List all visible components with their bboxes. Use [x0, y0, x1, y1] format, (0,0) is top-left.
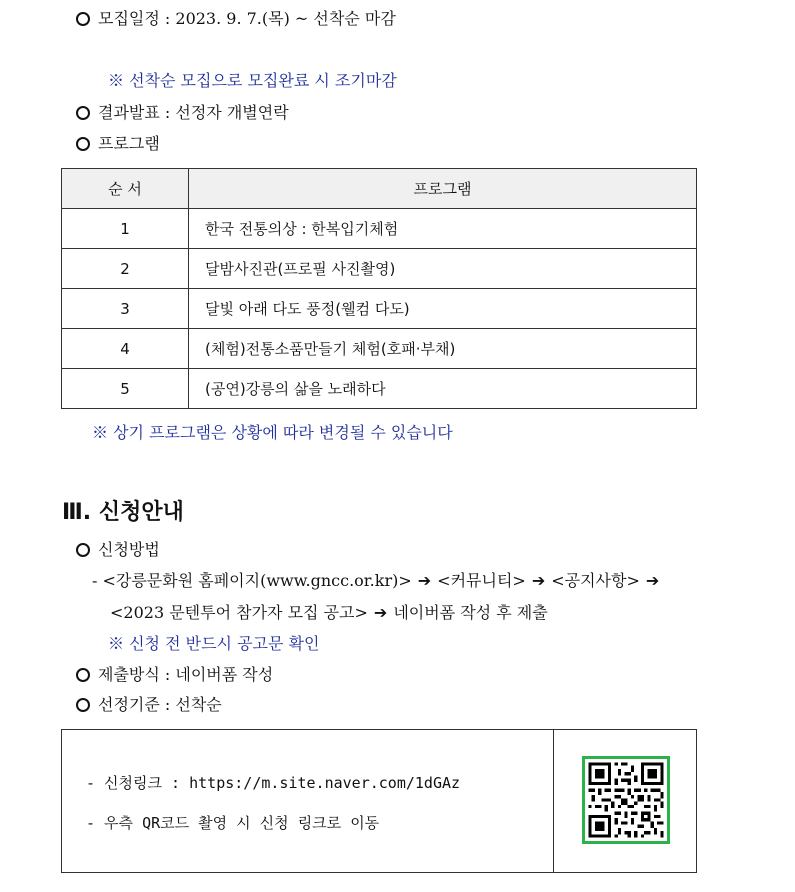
step-submit-form: 네이버폼 작성 후 제출	[393, 603, 548, 622]
arrow-right-icon: ➔	[417, 571, 432, 590]
row-number: 2	[62, 249, 189, 289]
circle-bullet-icon	[76, 106, 90, 120]
circle-bullet-icon	[76, 543, 90, 557]
row-number: 3	[62, 289, 189, 329]
apply-steps-line-1	[92, 570, 665, 592]
submit-method-line	[76, 664, 273, 686]
box-divider	[553, 730, 554, 872]
result-line	[76, 102, 289, 124]
table-row	[62, 289, 697, 329]
program-change-note: ※ 상기 프로그램은 상황에 따라 변경될 수 있습니다	[92, 423, 453, 442]
header-order: 순 서	[62, 169, 189, 209]
table-row	[62, 209, 697, 249]
apply-method-label: 신청방법	[98, 540, 160, 559]
row-program-name: 한국 전통의상 : 한복입기체험	[189, 209, 697, 249]
program-table	[61, 168, 697, 409]
arrow-right-icon: ➔	[373, 603, 388, 622]
circle-bullet-icon	[76, 137, 90, 151]
row-program-name: 달밤사진관(프로필 사진촬영)	[189, 249, 697, 289]
section-title: Ⅲ. 신청안내	[62, 500, 184, 525]
step-notice: <공지사항>	[551, 571, 640, 590]
header-program: 프로그램	[189, 169, 697, 209]
step-homepage: - <강릉문화원 홈페이지(www.gncc.or.kr)>	[92, 571, 412, 590]
apply-steps-line-2	[110, 602, 548, 624]
program-label: 프로그램	[98, 134, 160, 153]
result-text: 결과발표 : 선정자 개별연락	[98, 103, 289, 122]
circle-bullet-icon	[76, 698, 90, 712]
qr-instruction: - 우측 QR코드 촬영 시 신청 링크로 이동	[86, 814, 380, 832]
row-program-name: (체험)전통소품만들기 체험(호패·부채)	[189, 329, 697, 369]
circle-bullet-icon	[76, 12, 90, 26]
table-row	[62, 369, 697, 409]
circle-bullet-icon	[76, 668, 90, 682]
row-number: 1	[62, 209, 189, 249]
schedule-line	[76, 8, 396, 30]
row-number: 5	[62, 369, 189, 409]
table-row	[62, 249, 697, 289]
row-program-name: (공연)강릉의 삶을 노래하다	[189, 369, 697, 409]
apply-method-line	[76, 539, 160, 561]
row-number: 4	[62, 329, 189, 369]
early-close-note: ※ 선착순 모집으로 모집완료 시 조기마감	[108, 71, 397, 90]
criteria-text: 선정기준 : 선착순	[98, 695, 222, 714]
step-community: <커뮤니티>	[437, 571, 526, 590]
submit-method-text: 제출방식 : 네이버폼 작성	[98, 665, 274, 684]
table-row	[62, 329, 697, 369]
schedule-text: 모집일정 : 2023. 9. 7.(목) ~ 선착순 마감	[98, 9, 396, 28]
confirm-note: ※ 신청 전 반드시 공고문 확인	[108, 634, 320, 653]
arrow-right-icon: ➔	[531, 571, 546, 590]
step-announcement: <2023 문텐투어 참가자 모집 공고>	[110, 603, 368, 622]
application-link[interactable]: - 신청링크 : https://m.site.naver.com/1dGAz	[86, 774, 461, 792]
row-program-name: 달빛 아래 다도 풍정(웰컴 다도)	[189, 289, 697, 329]
criteria-line	[76, 694, 222, 716]
application-link-box	[61, 729, 697, 873]
table-header-row	[62, 169, 697, 209]
arrow-right-icon: ➔	[645, 571, 660, 590]
program-line	[76, 133, 160, 155]
qr-code-icon[interactable]	[582, 756, 670, 844]
